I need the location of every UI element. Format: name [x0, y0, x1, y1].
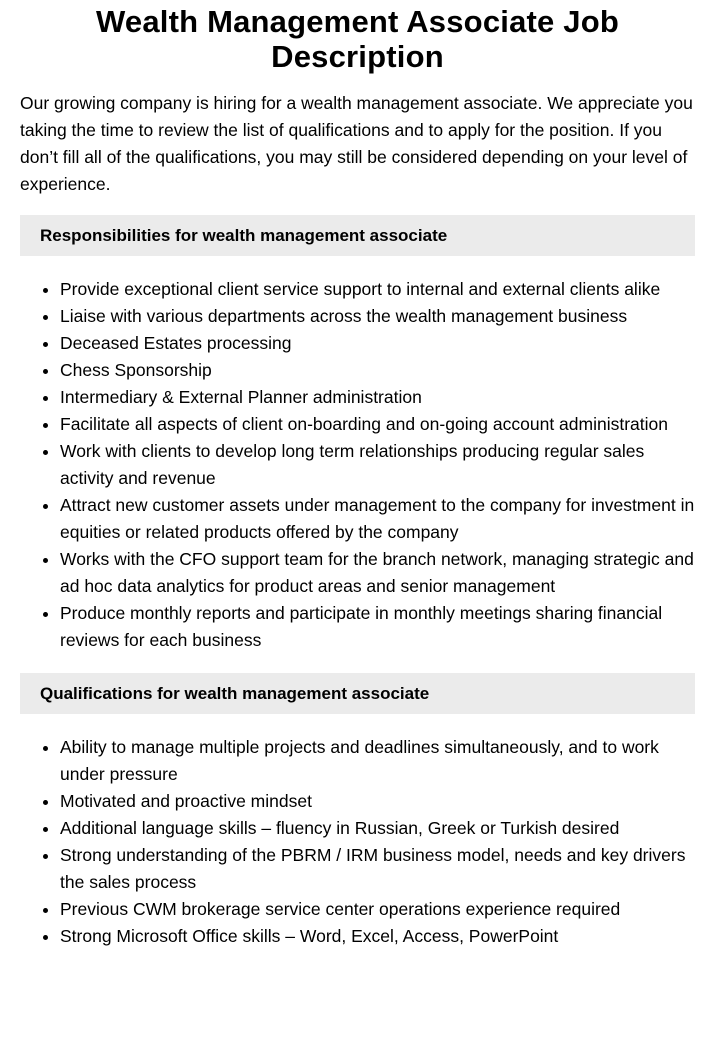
intro-paragraph: Our growing company is hiring for a wealth management associate. We appreciate you taking the time to review the list of qualifications and to apply for the position. If you don’t fill all of the qualifications, you may still be considered depending on your level of experience. [20, 93, 693, 194]
list-item: • Motivated and proactive mindset [60, 788, 695, 815]
qualifications-list [20, 734, 695, 950]
list-item: • Additional language skills – fluency in Russian, Greek or Turkish desired [60, 815, 695, 842]
list-item: • Chess Sponsorship [60, 357, 695, 384]
list-item: • Produce monthly reports and participate in monthly meetings sharing financial reviews for each business [60, 600, 695, 654]
responsibilities-heading: Responsibilities for wealth management associate [20, 215, 695, 256]
list-item: • Strong understanding of the PBRM / IRM business model, needs and key drivers the sales process [60, 842, 695, 896]
page-title: Wealth Management Associate Job Description [96, 4, 619, 74]
list-item: • Liaise with various departments across the wealth management business [60, 303, 695, 330]
responsibilities-list [20, 276, 695, 654]
list-item: • Works with the CFO support team for the branch network, managing strategic and ad hoc data analytics for product areas and senior management [60, 546, 695, 600]
list-item: • Deceased Estates processing [60, 330, 695, 357]
qualifications-heading: Qualifications for wealth management associate [20, 673, 695, 714]
list-item: • Previous CWM brokerage service center operations experience required [60, 896, 695, 923]
list-item: • Provide exceptional client service support to internal and external clients alike [60, 276, 695, 303]
list-item: • Facilitate all aspects of client on-boarding and on-going account administration [60, 411, 695, 438]
list-item: • Strong Microsoft Office skills – Word, Excel, Access, PowerPoint [60, 923, 695, 950]
list-item: • Attract new customer assets under management to the company for investment in equities or related products offered by the company [60, 492, 695, 546]
list-item: • Intermediary & External Planner administration [60, 384, 695, 411]
list-item: • Work with clients to develop long term relationships producing regular sales activity and revenue [60, 438, 695, 492]
list-item: • Ability to manage multiple projects and deadlines simultaneously, and to work under pressure [60, 734, 695, 788]
